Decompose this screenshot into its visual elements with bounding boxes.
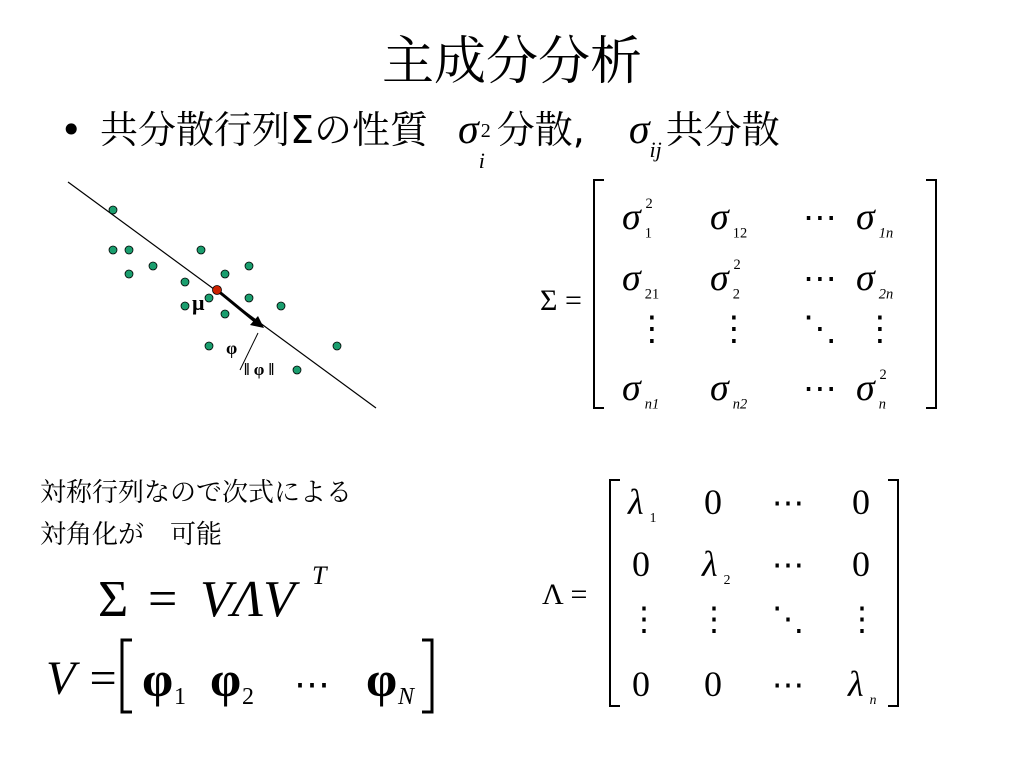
lambda-cell-base: 0 bbox=[852, 544, 870, 584]
sigma-cell-sub: n1 bbox=[644, 396, 660, 413]
lambda-cell-base: ⋯ bbox=[771, 486, 805, 522]
lambda-cell bbox=[772, 486, 804, 522]
covariance-matrix bbox=[530, 172, 950, 417]
sigma-cell-sup: 2 bbox=[733, 257, 741, 274]
lambda-cell bbox=[704, 482, 722, 522]
lambda-cell bbox=[772, 668, 804, 704]
data-point bbox=[221, 270, 229, 278]
lambda-cell bbox=[704, 664, 722, 704]
data-point bbox=[245, 262, 253, 270]
lambda-cell bbox=[627, 482, 657, 525]
variance-indices bbox=[478, 113, 497, 173]
v-item-sub: N bbox=[398, 684, 415, 710]
lambda-cell-base: λ bbox=[628, 482, 644, 522]
norm-label: ‖ φ ‖ bbox=[244, 360, 275, 379]
sigma-cell-base: σ bbox=[856, 196, 875, 238]
sigma-cell-sub: 1n bbox=[878, 225, 894, 242]
v-item-base: φ bbox=[210, 651, 242, 707]
lambda-cell-base: 0 bbox=[632, 544, 650, 584]
lambda-cell-base: ⋯ bbox=[771, 668, 805, 704]
sigma-cell-base: ⋮ bbox=[634, 311, 670, 348]
mu-label: μ bbox=[192, 290, 205, 315]
sigma-cell-base: σ bbox=[710, 367, 729, 409]
sigma-cell-sup: 2 bbox=[879, 367, 887, 384]
lambda-left-bracket bbox=[610, 480, 620, 706]
data-point bbox=[277, 302, 285, 310]
bullet-prefix: 共分散行列Σの性質 bbox=[100, 108, 429, 152]
sigma-cell bbox=[856, 196, 893, 241]
eigenvalue-matrix bbox=[536, 474, 916, 714]
data-point bbox=[245, 294, 253, 302]
decomp-rhs: VΛV bbox=[200, 571, 295, 628]
lambda-cell-base: ⋯ bbox=[771, 548, 805, 584]
lambda-cell-sub: 1 bbox=[649, 509, 657, 525]
sigma-cell bbox=[710, 367, 747, 412]
sigma-cell-sub: 2n bbox=[878, 286, 894, 303]
sigma-cell-base: σ bbox=[856, 367, 875, 409]
sigma-cell bbox=[622, 257, 659, 302]
sigma-cell-sup: 2 bbox=[645, 196, 653, 213]
right-bracket bbox=[926, 180, 936, 408]
v-item-base: φ bbox=[366, 651, 398, 707]
sigma-cell-base: σ bbox=[622, 196, 641, 238]
sigma-cell-base: ⋯ bbox=[802, 371, 838, 408]
data-point bbox=[125, 246, 133, 254]
lambda-cell bbox=[701, 544, 731, 587]
sigma-cell-base: ⋮ bbox=[716, 311, 752, 348]
sigma-cell-sub: n2 bbox=[732, 396, 748, 413]
lambda-cell bbox=[847, 664, 877, 707]
slide-title: 主成分分析 bbox=[381, 32, 642, 92]
lambda-cell bbox=[628, 602, 660, 638]
sigma-cell bbox=[803, 261, 837, 298]
sigma-cell bbox=[710, 257, 741, 302]
eigenvalue-matrix-cells bbox=[627, 482, 878, 707]
mean-point bbox=[213, 286, 222, 295]
data-point bbox=[205, 294, 213, 302]
covariance-matrix-cells bbox=[622, 196, 897, 412]
lambda-cell-base: ⋮ bbox=[627, 602, 661, 638]
lambda-cell-sub: n bbox=[869, 691, 877, 707]
sigma-cell bbox=[863, 311, 897, 348]
variance-label: 分散, bbox=[496, 108, 585, 152]
v-item-base: φ bbox=[142, 651, 174, 707]
lambda-cell bbox=[846, 602, 878, 638]
v-item bbox=[142, 651, 186, 710]
diagonalization-note-line1: 対称行列なので次式による bbox=[40, 478, 353, 508]
diagonalization-note-line2: 対角化が 可能 bbox=[40, 520, 223, 550]
data-point bbox=[109, 206, 117, 214]
v-matrix-lhs: V = bbox=[46, 652, 119, 705]
lambda-cell-base: 0 bbox=[632, 664, 650, 704]
sigma-cell-base: ⋯ bbox=[802, 200, 838, 237]
lambda-cell bbox=[852, 482, 870, 522]
lambda-cell bbox=[772, 602, 804, 638]
data-point bbox=[181, 302, 189, 310]
lambda-cell-base: 0 bbox=[852, 482, 870, 522]
v-right-bracket bbox=[422, 640, 432, 712]
sigma-cell bbox=[622, 196, 653, 241]
sigma-cell bbox=[622, 367, 659, 412]
data-point bbox=[109, 246, 117, 254]
eigenvector-matrix bbox=[40, 632, 460, 722]
sigma-cell-base: ⋱ bbox=[802, 311, 838, 348]
decomp-transpose: T bbox=[312, 561, 327, 590]
sigma-cell-sub: 2 bbox=[732, 286, 741, 303]
sigma-cell-sub: n bbox=[878, 396, 887, 413]
data-point bbox=[125, 270, 133, 278]
eigenvector-items bbox=[142, 651, 416, 710]
lambda-cell bbox=[632, 664, 650, 704]
lambda-cell-base: λ bbox=[702, 544, 718, 584]
lambda-cell bbox=[632, 544, 650, 584]
lambda-matrix-lhs: Λ = bbox=[542, 578, 588, 611]
sigma-matrix-lhs: Σ = bbox=[540, 284, 582, 317]
phi-label: φ bbox=[226, 338, 238, 358]
variance-sigma: σ bbox=[458, 107, 479, 153]
sigma-cell bbox=[710, 196, 747, 241]
v-item-base: ⋯ bbox=[294, 664, 330, 704]
lambda-cell-base: ⋮ bbox=[845, 602, 879, 638]
sigma-cell-base: σ bbox=[710, 196, 729, 238]
lambda-cell-base: λ bbox=[848, 664, 864, 704]
data-point bbox=[333, 342, 341, 350]
data-point bbox=[197, 246, 205, 254]
v-item-sub: 2 bbox=[242, 684, 254, 710]
variance-subscript: i bbox=[478, 147, 485, 173]
bullet-line bbox=[60, 104, 780, 176]
covariance-subscript: ij bbox=[649, 137, 662, 162]
sigma-cell bbox=[803, 311, 837, 348]
sigma-cell-sub: 21 bbox=[644, 286, 660, 303]
lambda-cell-base: 0 bbox=[704, 482, 722, 522]
v-item-sub: 1 bbox=[174, 684, 186, 710]
sigma-cell bbox=[717, 311, 751, 348]
sigma-cell bbox=[856, 257, 893, 302]
lambda-right-bracket bbox=[888, 480, 898, 706]
covariance-label: 共分散 bbox=[665, 108, 780, 152]
v-left-bracket bbox=[122, 640, 132, 712]
v-item bbox=[294, 664, 330, 704]
v-item bbox=[210, 651, 254, 710]
eigendecomposition-equation bbox=[90, 556, 390, 636]
sigma-cell-base: σ bbox=[856, 257, 875, 299]
v-item bbox=[366, 651, 416, 710]
sigma-cell bbox=[803, 371, 837, 408]
data-point bbox=[221, 310, 229, 318]
bullet-marker: • bbox=[60, 108, 83, 152]
pca-scatter-figure bbox=[0, 170, 420, 430]
lambda-cell-base: ⋱ bbox=[771, 602, 805, 638]
lambda-cell-base: 0 bbox=[704, 664, 722, 704]
sigma-cell-base: ⋮ bbox=[862, 311, 898, 348]
lambda-cell bbox=[772, 548, 804, 584]
decomp-equals: = bbox=[148, 571, 178, 628]
data-points bbox=[109, 206, 341, 374]
data-point bbox=[181, 278, 189, 286]
lambda-cell bbox=[698, 602, 730, 638]
sigma-cell bbox=[803, 200, 837, 237]
sigma-cell-base: ⋯ bbox=[802, 261, 838, 298]
data-point bbox=[205, 342, 213, 350]
sigma-cell-base: σ bbox=[622, 367, 641, 409]
sigma-cell-sub: 1 bbox=[644, 225, 653, 242]
data-point bbox=[149, 262, 157, 270]
sigma-cell-sub: 12 bbox=[732, 225, 748, 242]
data-point bbox=[293, 366, 301, 374]
left-bracket bbox=[594, 180, 604, 408]
decomp-lhs: Σ bbox=[98, 571, 129, 628]
sigma-cell-base: σ bbox=[710, 257, 729, 299]
variance-superscript: 2 bbox=[480, 119, 491, 142]
sigma-cell bbox=[856, 367, 887, 412]
sigma-cell-base: σ bbox=[622, 257, 641, 299]
covariance-sigma: σ bbox=[628, 107, 650, 153]
lambda-cell-sub: 2 bbox=[723, 571, 731, 587]
lambda-cell-base: ⋮ bbox=[697, 602, 731, 638]
lambda-cell bbox=[852, 544, 870, 584]
sigma-cell bbox=[635, 311, 669, 348]
